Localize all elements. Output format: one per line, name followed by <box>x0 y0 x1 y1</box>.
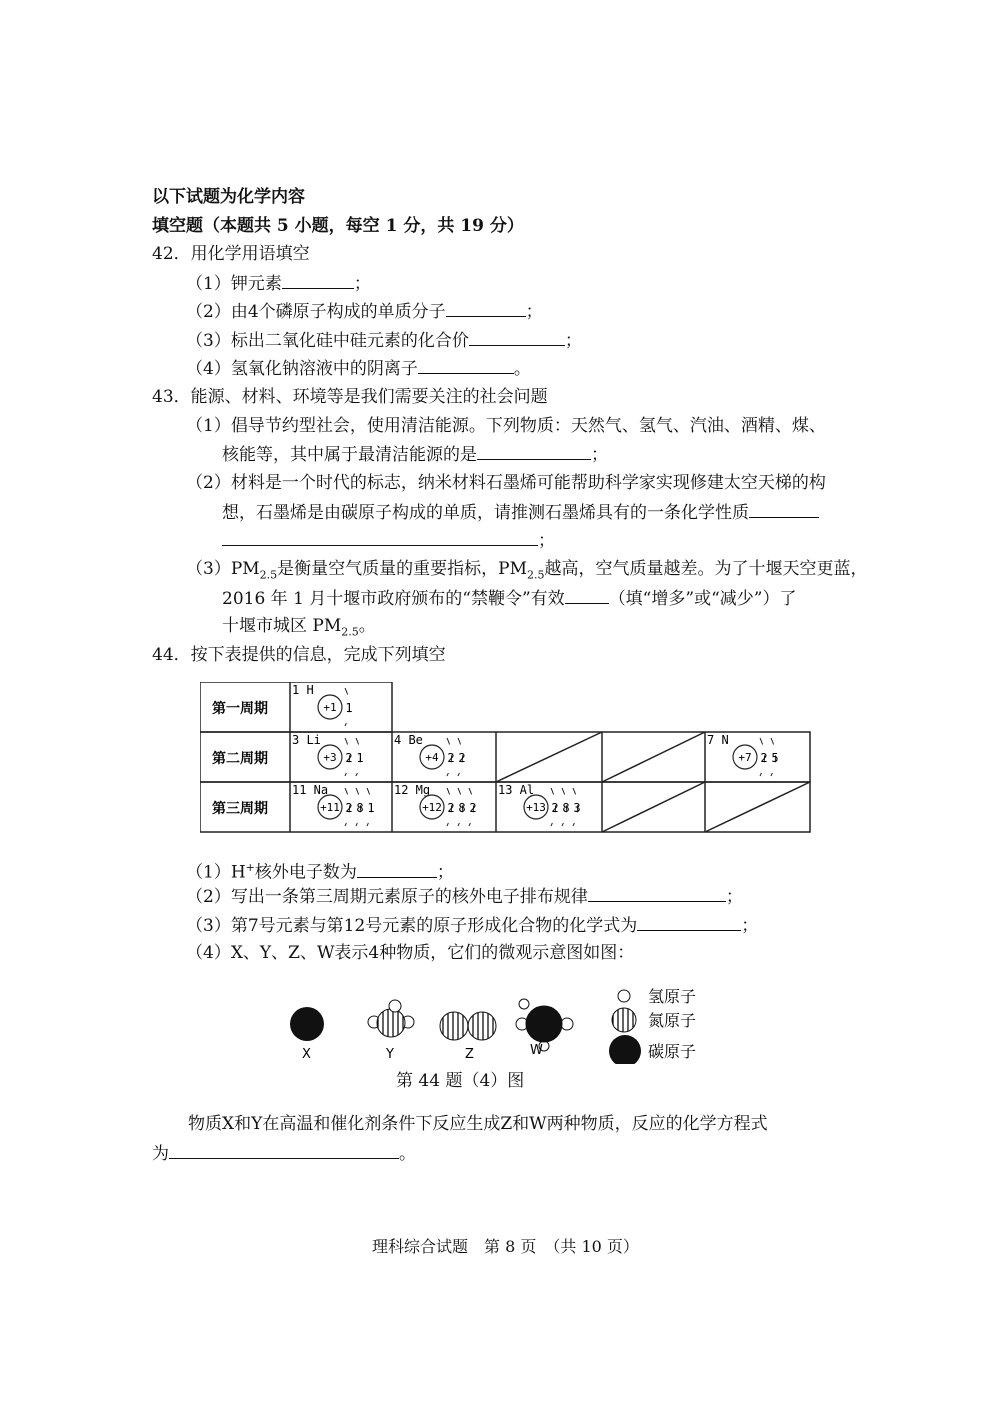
shell-electron-count: 5 <box>771 751 779 765</box>
punct: ； <box>591 445 608 465</box>
text: 2016 年 1 月十堰市政府颁布的“禁鞭令”有效 <box>222 589 565 609</box>
shell-electron-count: 2 <box>760 751 768 765</box>
q42-item-3 <box>186 328 582 353</box>
periodic-table <box>200 682 812 834</box>
nuclear-charge: +1 <box>323 701 337 714</box>
text: （3）PM <box>186 559 260 579</box>
q42-stem: 42．用化学用语填空 <box>152 244 310 264</box>
text: （1）H <box>186 862 246 883</box>
text: 十堰市城区 PM <box>222 616 342 636</box>
q43-p2-line1: （2）材料是一个时代的标志，纳米材料石墨烯可能帮助科学家实现修建太空天梯的构 <box>186 473 826 493</box>
q42-item-2 <box>186 299 543 324</box>
punct: 。 <box>399 1144 416 1164</box>
subscript: 2.5 <box>341 625 359 639</box>
period-label-2: 第二周期 <box>212 751 268 767</box>
text: 越高，空气质量越差。为了十堰天空更蓝， <box>544 559 868 579</box>
answer-blank[interactable] <box>749 500 819 518</box>
element-label: 7 N <box>707 733 729 747</box>
q43-p3-line2 <box>222 586 796 611</box>
legend-nitrogen: 氮原子 <box>648 1011 697 1030</box>
answer-blank[interactable] <box>588 884 726 902</box>
answer-blank[interactable] <box>565 586 609 604</box>
q44-sub-1 <box>186 856 454 885</box>
legend-carbon-icon <box>609 1035 641 1064</box>
shell-electron-count: 1 <box>367 801 375 815</box>
punct: ； <box>353 274 371 294</box>
shell-electron-count: 8 <box>458 801 466 815</box>
label-y: Y <box>386 1047 394 1062</box>
q42-item-4-text: （4）氢氧化钠溶液中的阴离子 <box>186 359 418 379</box>
shell-electron-count: 2 <box>551 801 559 815</box>
empty-cell-diagonal <box>602 782 705 832</box>
element-label: 4 Be <box>394 733 423 747</box>
element-label: 13 Al <box>498 783 535 797</box>
label-w: W <box>530 1043 543 1058</box>
text: 。 <box>358 616 376 636</box>
q42-item-2-text: （2）由4个磷原子构成的单质分子 <box>186 302 446 322</box>
answer-blank[interactable] <box>357 860 437 878</box>
q43-p2-line2 <box>222 500 819 525</box>
text: 为 <box>152 1144 169 1164</box>
q44-final-line1: 物质X和Y在高温和催化剂条件下反应生成Z和W两种物质，反应的化学方程式 <box>188 1114 768 1134</box>
shell-electron-count: 3 <box>573 801 581 815</box>
figure-caption: 第 44 题（4）图 <box>396 1071 525 1091</box>
q43-p3-line1 <box>186 557 868 587</box>
nuclear-charge: +3 <box>323 751 337 764</box>
q43-p3-line3 <box>222 614 376 644</box>
shell-electron-count: 8 <box>356 801 364 815</box>
element-label: 1 H <box>292 683 314 697</box>
answer-blank[interactable] <box>637 913 741 931</box>
text: （3）第7号元素与第12号元素的原子形成化合物的化学式为 <box>186 916 638 936</box>
shell-electron-count: 2 <box>345 801 353 815</box>
punct: ； <box>538 531 555 551</box>
carbon-atom <box>290 1007 324 1041</box>
shell-electron-count: 2 <box>458 751 466 765</box>
shell-electron-count: 1 <box>356 751 364 765</box>
superscript: + <box>245 861 255 874</box>
punct: ； <box>741 916 759 936</box>
q43-p1-text: 核能等，其中属于最清洁能源的是 <box>222 445 477 465</box>
legend-carbon: 碳原子 <box>648 1042 697 1061</box>
punct: 。 <box>513 359 531 379</box>
shell-electron-count: 1 <box>345 701 353 715</box>
empty-cell-diagonal <box>496 732 602 782</box>
punct: ； <box>564 331 582 351</box>
element-label: 12 Mg <box>394 783 431 797</box>
page-footer: 理科综合试题 第 8 页 （共 10 页） <box>372 1237 639 1256</box>
nuclear-charge: +12 <box>422 801 442 814</box>
q42-item-1-text: （1）钾元素 <box>186 274 282 294</box>
label-z: Z <box>465 1047 474 1062</box>
nuclear-charge: +11 <box>320 801 340 814</box>
shell-electron-count: 2 <box>447 751 455 765</box>
text: （填“增多”或“减少”）了 <box>608 589 797 609</box>
answer-blank[interactable] <box>477 442 591 460</box>
empty-cell-diagonal <box>705 782 810 832</box>
micro-diagram <box>282 988 722 1064</box>
oxygen-atom <box>377 1009 405 1037</box>
element-label: 3 Li <box>292 733 321 747</box>
answer-blank[interactable] <box>222 528 538 546</box>
q42-item-4 <box>186 356 531 381</box>
q44-sub-3 <box>186 913 758 938</box>
text: 是衡量空气质量的重要指标，PM <box>277 559 528 579</box>
q43-stem: 43．能源、材料、环境等是我们需要关注的社会问题 <box>152 387 548 407</box>
label-x: X <box>302 1047 311 1062</box>
shell-electron-count: 2 <box>469 801 477 815</box>
period-label-1: 第一周期 <box>212 701 268 717</box>
shell-electron-count: 2 <box>447 801 455 815</box>
subscript: 2.5 <box>259 568 278 582</box>
section-title: 以下试题为化学内容 <box>152 187 305 207</box>
shell-electron-count: 2 <box>345 751 353 765</box>
part-title: 填空题（本题共 5 小题，每空 1 分，共 19 分） <box>152 216 524 236</box>
answer-blank[interactable] <box>418 356 514 374</box>
legend-hydrogen: 氢原子 <box>648 988 697 1006</box>
element-label: 11 Na <box>292 783 329 797</box>
punct: ； <box>436 862 454 883</box>
q43-p1-line2 <box>222 442 608 467</box>
subscript: 2.5 <box>527 568 545 582</box>
q43-p2-line3 <box>222 528 555 553</box>
empty-cell-diagonal <box>602 732 705 782</box>
answer-blank[interactable] <box>169 1141 399 1159</box>
nuclear-charge: +4 <box>425 751 439 764</box>
answer-blank[interactable] <box>469 328 565 346</box>
q44-final-line2 <box>152 1141 416 1166</box>
legend-hydrogen-icon <box>618 990 630 1002</box>
period-label-3: 第三周期 <box>212 801 268 817</box>
shell-electron-count: 8 <box>562 801 570 815</box>
q44-stem: 44．按下表提供的信息，完成下列填空 <box>152 645 446 665</box>
text: （2）写出一条第三周期元素原子的核外电子排布规律 <box>186 887 588 907</box>
q43-p2-text: 想，石墨烯是由碳原子构成的单质，请推测石墨烯具有的一条化学性质 <box>222 503 749 523</box>
q42-item-3-text: （3）标出二氧化硅中硅元素的化合价 <box>186 331 469 351</box>
q43-p1-line1: （1）倡导节约型社会，使用清洁能源。下列物质：天然气、氢气、汽油、酒精、煤、 <box>186 416 826 436</box>
legend-nitrogen-icon <box>612 1008 636 1032</box>
text: 核外电子数为 <box>254 862 357 883</box>
nuclear-charge: +7 <box>738 751 752 764</box>
q44-sub-2 <box>186 884 743 909</box>
q44-sub-4: （4）X、Y、Z、W表示4种物质，它们的微观示意图如图： <box>186 943 635 963</box>
answer-blank[interactable] <box>282 271 354 289</box>
answer-blank[interactable] <box>446 299 526 317</box>
punct: ； <box>725 887 743 907</box>
punct: ； <box>525 302 543 322</box>
q42-item-1 <box>186 271 371 296</box>
nuclear-charge: +13 <box>526 801 546 814</box>
